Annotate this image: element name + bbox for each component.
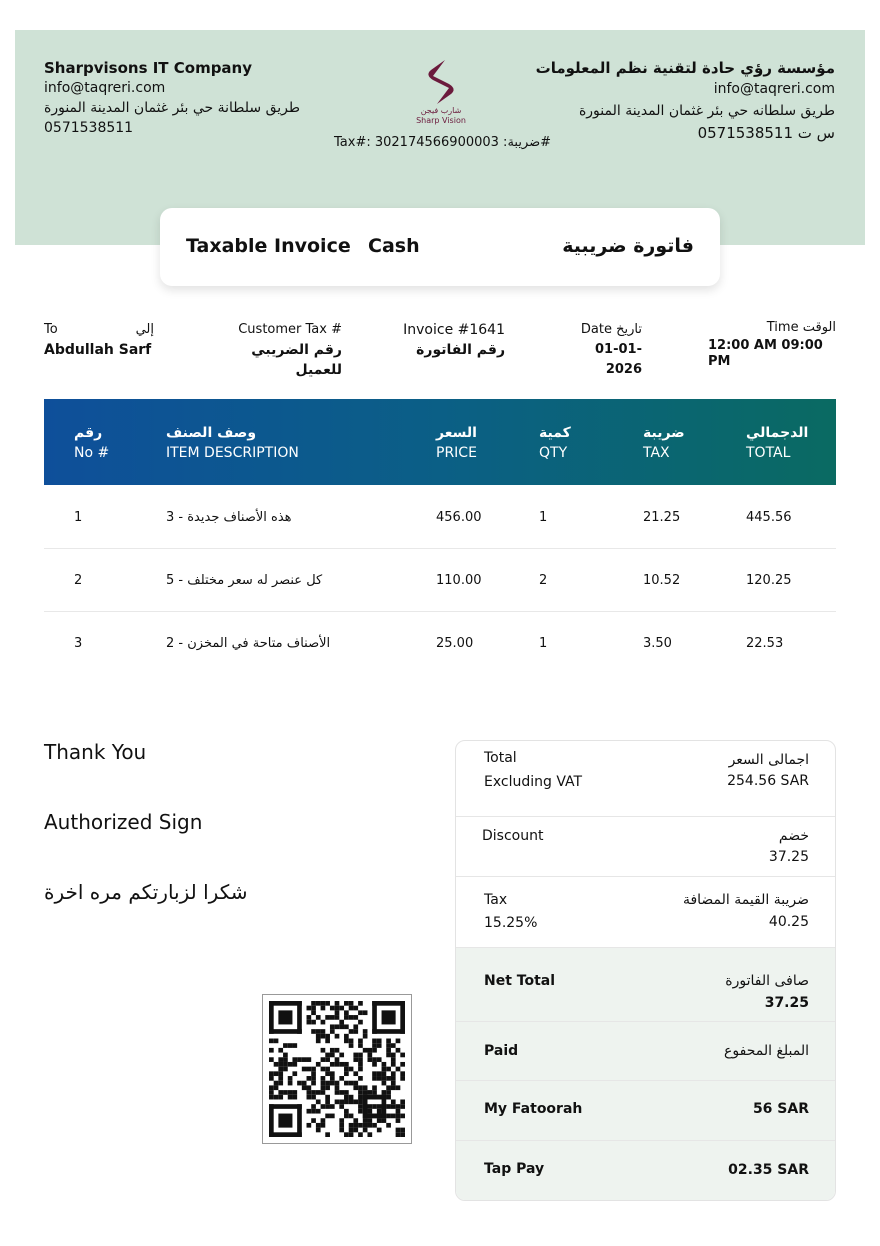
net-total-label: Net Total (484, 973, 556, 989)
meta-time (708, 318, 836, 370)
payment-method: Cash (368, 235, 420, 257)
cell-no: 3 (74, 636, 83, 651)
meta-invoice (390, 320, 505, 360)
summary-discount-row (456, 817, 836, 877)
customer-tax-value: رقم الضريبي للعميل (251, 342, 342, 378)
summary-net-row (456, 948, 836, 1022)
tax-value: 40.25 (768, 914, 809, 930)
company-info-ar (505, 58, 835, 144)
table-row (44, 612, 836, 675)
invoice-number: Invoice #1641 (403, 322, 505, 338)
company-address-en: طريق سلطانة حي بئر غثمان المدينة المنورة (44, 100, 301, 116)
cell-total: 120.25 (746, 573, 792, 588)
date-value: 01-01-2026 (595, 342, 642, 377)
col-no: رقم No # (74, 425, 110, 461)
total-label: Total (484, 750, 517, 766)
company-email-en: info@taqreri.com (44, 80, 166, 96)
invoice-title-ar: فاتورة ضريبية (562, 235, 694, 257)
cell-total: 22.53 (746, 636, 784, 651)
company-phone-en: 0571538511 (44, 120, 134, 136)
paid-label: Paid (484, 1043, 519, 1059)
invoice-title-card (160, 208, 720, 286)
cell-qty: 1 (539, 636, 548, 651)
company-name-ar: مؤسسة رؤي حادة لتقنية نظم المعلومات (535, 59, 835, 77)
qr-code-icon (269, 1001, 405, 1137)
table-row (44, 549, 836, 612)
cell-description: كل عنصر له سعر مختلف - 5 (166, 573, 323, 588)
cell-tax: 10.52 (643, 573, 681, 588)
summary-tappay-row (456, 1141, 836, 1201)
time-value: 12:00 AM 09:00 PM (708, 338, 823, 369)
cell-description: هذه الأصناف جديدة - 3 (166, 510, 292, 525)
discount-label-ar: خضم (778, 828, 809, 844)
discount-label: Discount (482, 828, 544, 844)
invoice-title-en: Taxable Invoice (186, 235, 351, 257)
summary-total-row (456, 741, 836, 817)
cell-qty: 1 (539, 510, 548, 525)
discount-value: 37.25 (768, 849, 809, 865)
cell-no: 2 (74, 573, 83, 588)
thanks-ar: شكرا لزبارتكم مره اخرة (44, 880, 248, 904)
logo-text-ar: شارب فيجن (420, 106, 462, 115)
tax-label: Tax (484, 892, 508, 908)
col-tax: ضريبة TAX (643, 425, 685, 461)
company-info-en (44, 58, 344, 138)
meta-customer-tax (200, 320, 342, 380)
authorized-sign: Authorized Sign (44, 810, 203, 834)
meta-date (560, 320, 642, 380)
table-row (44, 486, 836, 549)
tappay-label: Tap Pay (484, 1161, 545, 1177)
net-total-label-ar: صافى الفاتورة (725, 973, 809, 989)
cell-price: 456.00 (436, 510, 482, 525)
col-description: وصف الصنف ITEM DESCRIPTION (166, 425, 299, 461)
logo-text-en: Sharp Vision (416, 116, 466, 125)
col-price: السعر PRICE (436, 425, 477, 461)
time-label: Time الوقت (766, 320, 836, 335)
summary-fatoorah-row (456, 1081, 836, 1141)
net-total-value: 37.25 (764, 995, 809, 1011)
fatoorah-label: My Fatoorah (484, 1101, 583, 1117)
tax-number: Tax#: 302174566900003 :ضريبة# (334, 135, 552, 150)
col-qty: كمية QTY (539, 425, 571, 461)
excluding-vat-label: Excluding VAT (484, 774, 583, 790)
date-label: Date تاريخ (580, 322, 642, 337)
tax-label-ar: ضريبة القيمة المضافة (682, 892, 809, 908)
company-phone-ar (505, 122, 835, 144)
cell-total: 445.56 (746, 510, 792, 525)
company-logo (405, 58, 477, 126)
tax-rate: 15.25% (484, 915, 538, 931)
cell-qty: 2 (539, 573, 548, 588)
phone-label-ar: س ت (797, 124, 835, 142)
col-total: الدجمالي TOTAL (746, 425, 809, 461)
cell-price: 110.00 (436, 573, 482, 588)
customer-tax-label: Customer Tax # (238, 322, 342, 337)
company-email-ar: info@taqreri.com (713, 81, 835, 97)
totals-summary (455, 740, 836, 1201)
paid-label-ar: المبلغ المحفوع (724, 1043, 809, 1059)
cell-description: الأصناف متاحة في المخزن - 2 (166, 636, 331, 651)
meta-to (44, 320, 154, 360)
logo-mark-icon (421, 58, 461, 106)
qr-code (262, 994, 412, 1144)
to-label-en: To (44, 322, 58, 337)
summary-paid-row (456, 1022, 836, 1081)
invoice-number-ar: رقم الفاتورة (416, 342, 505, 358)
items-table-header (44, 399, 836, 485)
thank-you-text: Thank You (44, 740, 147, 764)
total-value: 254.56 SAR (727, 773, 809, 789)
fatoorah-value: 56 SAR (752, 1101, 809, 1117)
company-name-en: Sharpvisons IT Company (44, 59, 253, 77)
cell-tax: 3.50 (643, 636, 672, 651)
company-address-ar: طريق سلطانه حي بئر غثمان المدينة المنورة (578, 103, 835, 119)
cell-tax: 21.25 (643, 510, 681, 525)
phone-value-ar: 0571538511 (697, 124, 794, 142)
cell-no: 1 (74, 510, 83, 525)
total-label-ar: اجمالى السعر (728, 752, 809, 768)
to-label-ar: إلي (135, 322, 154, 337)
cell-price: 25.00 (436, 636, 474, 651)
summary-tax-row (456, 877, 836, 948)
tappay-value: 02.35 SAR (728, 1162, 809, 1178)
to-value: Abdullah Sarf (44, 342, 152, 358)
